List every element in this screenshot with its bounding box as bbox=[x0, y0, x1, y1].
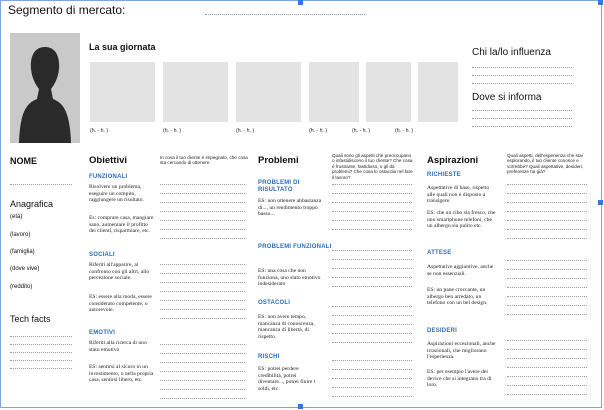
obiettivi-line bbox=[160, 371, 245, 372]
obiettivi-social-example: ES: essere alla moda, essere considerato competente, o autorevole. bbox=[89, 294, 152, 314]
day-time-5: (h. - h. ) bbox=[352, 128, 371, 134]
segment-title: Segmento di mercato: bbox=[8, 3, 126, 17]
tech-line-4 bbox=[10, 360, 72, 361]
resize-handle-bottom[interactable] bbox=[298, 404, 303, 409]
obiettivi-line bbox=[160, 291, 245, 292]
problemi-functional-desc: ES: una cosa che non funziona, uno stato emotivo indesiderato bbox=[258, 268, 321, 288]
tech-line-5 bbox=[10, 368, 72, 369]
obiettivi-line bbox=[160, 184, 245, 185]
problemi-line bbox=[332, 324, 412, 325]
day-title: La sua giornata bbox=[89, 42, 156, 52]
problemi-result-label: PROBLEMI DI RISULTATO bbox=[258, 180, 300, 193]
aspirazioni-expectations-label: ATTESE bbox=[427, 250, 452, 256]
obiettivi-line bbox=[160, 238, 245, 239]
resize-handle-corner[interactable] bbox=[598, 0, 603, 5]
obiettivi-line bbox=[160, 193, 245, 194]
obiettivi-line bbox=[160, 220, 245, 221]
influence-line-1 bbox=[472, 67, 572, 68]
aspirazioni-requests-label: RICHIESTE bbox=[427, 172, 461, 178]
obiettivi-line bbox=[160, 282, 245, 283]
problemi-line bbox=[332, 306, 412, 307]
problemi-line bbox=[332, 369, 412, 370]
aspirazioni-line bbox=[507, 193, 587, 194]
aspirazioni-line bbox=[507, 340, 587, 341]
obiettivi-line bbox=[160, 318, 245, 319]
problemi-line bbox=[332, 220, 412, 221]
obiettivi-line bbox=[160, 264, 245, 265]
day-time-3: (h. - h. ) bbox=[236, 128, 255, 134]
obiettivi-line bbox=[160, 300, 245, 301]
aspirazioni-line bbox=[507, 305, 587, 306]
tech-label: Tech facts bbox=[10, 314, 51, 324]
aspirazioni-line bbox=[507, 220, 587, 221]
problemi-line bbox=[332, 360, 412, 361]
obiettivi-line bbox=[160, 389, 245, 390]
field-location: (dove vive) bbox=[10, 266, 40, 272]
problemi-line bbox=[332, 211, 412, 212]
name-line bbox=[10, 184, 72, 185]
aspirazioni-line bbox=[507, 211, 587, 212]
day-time-1: (h. - h. ) bbox=[90, 128, 109, 134]
obiettivi-functional-example: Es: comprare casa, mangiare sano, aumentare il profitto dei clienti, risparmiare, etc. bbox=[89, 215, 154, 235]
obiettivi-line bbox=[160, 309, 245, 310]
obiettivi-functional-label: FUNZIONALI bbox=[89, 174, 128, 180]
day-slot-2[interactable] bbox=[163, 62, 228, 122]
problemi-line bbox=[332, 277, 412, 278]
problemi-line bbox=[332, 184, 412, 185]
problemi-line bbox=[332, 387, 412, 388]
aspirazioni-line bbox=[507, 260, 587, 261]
person-silhouette-icon bbox=[10, 33, 80, 143]
aspirazioni-line bbox=[507, 287, 587, 288]
day-slot-6[interactable] bbox=[418, 62, 458, 122]
aspirazioni-expectations-example: ES: un pane croccante, un albergo ben arredato, un telefono con un bel design. bbox=[427, 287, 488, 307]
problemi-result-desc: ES: non ottenere abbastanza di..., un rendimento troppo basso... bbox=[258, 198, 322, 218]
aspirazioni-line bbox=[507, 202, 587, 203]
inform-line-2 bbox=[472, 118, 572, 119]
obiettivi-title: Obiettivi bbox=[89, 155, 128, 166]
obiettivi-line bbox=[160, 202, 245, 203]
influence-title: Chi la/lo influenza bbox=[472, 47, 551, 58]
aspirazioni-line bbox=[507, 367, 587, 368]
aspirazioni-line bbox=[507, 394, 587, 395]
aspirazioni-line bbox=[507, 349, 587, 350]
aspirazioni-line bbox=[507, 278, 587, 279]
obiettivi-line bbox=[160, 398, 245, 399]
tech-line-3 bbox=[10, 352, 72, 353]
problemi-functional-label: PROBLEMI FUNZIONALI bbox=[258, 244, 332, 250]
obiettivi-line bbox=[160, 229, 245, 230]
day-time-6: (h. - h. ) bbox=[395, 128, 414, 134]
obiettivi-line bbox=[160, 344, 245, 345]
aspirazioni-desires-example: ES: per esempio l'avere dei device che si integrano tra di loro. bbox=[427, 369, 492, 389]
problemi-note: Quali sono gli aspetti che preoccupano o infastidiscono il tuo cliente? Che cosa è frustrante, fastidioso, o gli dà problemi? Che cosa lo ostacola nel fare il lavoro? bbox=[332, 153, 413, 180]
aspirazioni-requests-desc: Aspettative di base, rispetto alle quali non è disposto a transigere. bbox=[427, 185, 490, 205]
obiettivi-emotional-label: EMOTIVI bbox=[89, 330, 116, 336]
field-age: (età) bbox=[10, 214, 23, 220]
name-label: NOME bbox=[10, 156, 37, 166]
problemi-line bbox=[332, 202, 412, 203]
day-time-4: (h. - h. ) bbox=[309, 128, 328, 134]
influence-line-3 bbox=[472, 83, 572, 84]
aspirazioni-line bbox=[507, 238, 587, 239]
inform-line-3 bbox=[472, 126, 572, 127]
obiettivi-line bbox=[160, 362, 245, 363]
aspirazioni-line bbox=[507, 376, 587, 377]
problemi-line bbox=[332, 333, 412, 334]
problemi-line bbox=[332, 396, 412, 397]
problemi-line bbox=[332, 268, 412, 269]
avatar bbox=[10, 33, 80, 143]
anagrafica-label: Anagrafica bbox=[10, 199, 54, 209]
obiettivi-social-label: SOCIALI bbox=[89, 252, 115, 258]
aspirazioni-line bbox=[507, 385, 587, 386]
problemi-line bbox=[332, 342, 412, 343]
field-family: (famiglia) bbox=[10, 249, 35, 255]
aspirazioni-expectations-desc: Aspettative aggiuntive, anche se non essenziali. bbox=[427, 264, 494, 277]
obiettivi-line bbox=[160, 380, 245, 381]
obiettivi-emotional-desc: Riferiti alla ricerca di uno stato emotivo bbox=[89, 340, 147, 353]
problemi-risks-label: RISCHI bbox=[258, 354, 280, 360]
inform-line-1 bbox=[472, 110, 572, 111]
aspirazioni-desires-label: DESIDERI bbox=[427, 328, 457, 334]
obiettivi-functional-desc: Risolvere un problema, eseguire un compito, raggiungere un risultato. bbox=[89, 184, 144, 204]
obiettivi-note: In cosa il tuo cliente è impegnato, che cosa sta cercando di ottenere. bbox=[160, 155, 248, 166]
problemi-obstacles-label: OSTACOLI bbox=[258, 300, 291, 306]
inform-title: Dove si informa bbox=[472, 92, 542, 103]
aspirazioni-line bbox=[507, 269, 587, 270]
segment-line bbox=[205, 14, 365, 15]
problemi-line bbox=[332, 229, 412, 230]
day-slot-5[interactable] bbox=[366, 62, 411, 122]
day-slot-1[interactable] bbox=[90, 62, 155, 122]
aspirazioni-line bbox=[507, 358, 587, 359]
obiettivi-line bbox=[160, 273, 245, 274]
day-slot-4[interactable] bbox=[309, 62, 359, 122]
day-slot-3[interactable] bbox=[236, 62, 301, 122]
problemi-line bbox=[332, 193, 412, 194]
problemi-line bbox=[332, 378, 412, 379]
day-time-2: (h. - h. ) bbox=[163, 128, 182, 134]
obiettivi-social-desc: Riferiti all'apparire, al confronto con gli altri, allo percezione sociale. bbox=[89, 262, 150, 282]
resize-handle-top[interactable] bbox=[298, 0, 303, 5]
tech-line-1 bbox=[10, 336, 72, 337]
problemi-risks-desc: ES: potrei perdere credibilità, potrei diventare..., potrei finire i soldi, etc. bbox=[258, 366, 316, 392]
obiettivi-line bbox=[160, 211, 245, 212]
aspirazioni-title: Aspirazioni bbox=[427, 155, 479, 166]
aspirazioni-line bbox=[507, 296, 587, 297]
problemi-obstacles-desc: ES: non avere tempo, mancanza di conoscenza, mancanza di libertà, di rispetto. bbox=[258, 314, 315, 340]
problemi-line bbox=[332, 315, 412, 316]
obiettivi-line bbox=[160, 353, 245, 354]
problemi-line bbox=[332, 250, 412, 251]
problemi-line bbox=[332, 286, 412, 287]
problemi-line bbox=[332, 259, 412, 260]
aspirazioni-requests-example: ES: che un cibo sia fresco, che uno smartphone telefoni, che un albergo sia pulito etc. bbox=[427, 210, 496, 230]
influence-line-2 bbox=[472, 75, 572, 76]
aspirazioni-line bbox=[507, 229, 587, 230]
tech-line-2 bbox=[10, 344, 72, 345]
obiettivi-emotional-example: ES: sentirsi al sicuro in un investimento, o nella propria casa, sentirsi libero, etc. bbox=[89, 364, 154, 384]
aspirazioni-desires-desc: Aspirazioni eccezionali, anche irrazionali, che migliorano l'esperienza. bbox=[427, 341, 496, 361]
resize-handle-right[interactable] bbox=[598, 200, 603, 205]
aspirazioni-note: Quali aspetti, dell'esperienza che stai esplorando, il tuo cliente conosce e vorrebbe? Quali aspettative, desideri, preferenze ha già? bbox=[507, 153, 584, 175]
field-work: (lavoro) bbox=[10, 232, 31, 238]
aspirazioni-line bbox=[507, 184, 587, 185]
field-income: (reddito) bbox=[10, 284, 33, 290]
aspirazioni-line bbox=[507, 314, 587, 315]
problemi-title: Problemi bbox=[258, 155, 299, 166]
